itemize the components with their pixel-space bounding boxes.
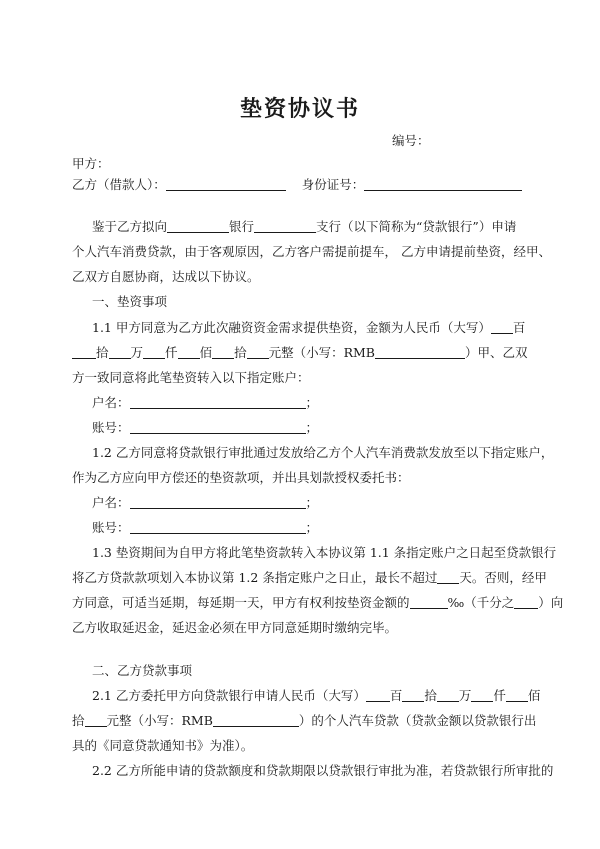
amount-blank <box>491 321 513 334</box>
clause-1-2-line-2: 作为乙方应向甲方偿还的垫资款项，并出具划款授权委托书： <box>72 470 410 485</box>
clause-text: ）的个人汽车贷款（贷款金额以贷款银行出 <box>298 713 537 728</box>
account-name-label: 户名： <box>92 495 130 510</box>
rate-blank <box>410 596 448 609</box>
account-number-label: 账号： <box>92 520 130 535</box>
clause-1-3-line-1: 1.3 垫资期间为自甲方将此笔垫资款转入本协议第 1.1 条指定账户之日起至贷款银行 <box>92 545 557 560</box>
amount-blank <box>85 714 107 727</box>
contract-number-label: 编号： <box>392 133 430 148</box>
amount-blank <box>402 689 424 702</box>
intro-line-2: 个人汽车消费贷款，由于客观原因，乙方客户需提前提车， 乙方申请提前垫资，经甲、 <box>72 244 551 259</box>
semicolon: ； <box>305 420 319 435</box>
clause-text: ）甲、乙双 <box>464 345 528 360</box>
intro-line-1 <box>92 220 516 234</box>
clause-text: 拾 <box>424 688 437 703</box>
account-name-blank <box>130 496 306 509</box>
id-number-label: 身份证号： <box>301 177 365 192</box>
clause-text: ‰（千分之 <box>447 595 515 610</box>
clause-text: 方同意，可适当延期，每延期一天，甲方有权利按垫资金额的 <box>72 595 410 610</box>
clause-text: 将乙方贷款款项划入本协议第 1.2 条指定账户之日止，最长不超过 <box>72 570 438 585</box>
clause-text: 百 <box>389 688 403 703</box>
clause-text: 拾 <box>96 345 109 360</box>
clause-1-1-line-2 <box>72 346 528 360</box>
clause-text: 1.1 甲方同意为乙方此次融资资金需求提供垫资，金额为人民币（大写） <box>92 320 491 335</box>
clause-text: 元整（小写：RMB <box>268 345 375 360</box>
clause-2-2-line-1: 2.2 乙方所能申请的贷款额度和贷款期限以贷款银行审批为准，若贷款银行所审批的 <box>92 763 554 778</box>
amount-blank <box>212 346 234 359</box>
intro-text: 支行（以下简称为“贷款银行”）申请 <box>316 219 517 234</box>
semicolon: ； <box>305 520 319 535</box>
amount-blank <box>437 689 459 702</box>
clause-text: 仟 <box>493 688 506 703</box>
clause-2-1-line-3: 具的《同意贷款通知书》为准）。 <box>72 738 254 753</box>
account-number-label: 账号： <box>92 420 130 435</box>
clause-1-1-line-3: 方一致同意将此笔垫资转入以下指定账户： <box>72 370 310 385</box>
party-b-line <box>72 178 522 192</box>
section-2-heading: 二、乙方贷款事项 <box>92 663 193 678</box>
clause-text: 仟 <box>165 345 178 360</box>
document-title: 垫资协议书 <box>239 96 360 122</box>
amount-blank <box>72 346 96 359</box>
party-b-name-blank <box>166 178 286 191</box>
clause-2-1-line-2 <box>72 714 536 728</box>
party-a-label: 甲方： <box>72 156 110 171</box>
account-number-blank <box>130 421 306 434</box>
clause-text: 2.1 乙方委托甲方向贷款银行申请人民币（大写） <box>92 688 366 703</box>
account-name-row-2 <box>92 496 318 510</box>
clause-text: 万 <box>458 688 472 703</box>
clause-2-1-line-1 <box>92 689 540 703</box>
clause-1-3-line-2 <box>72 571 547 585</box>
clause-text: 元整（小写：RMB <box>106 713 213 728</box>
account-number-blank <box>130 521 306 534</box>
clause-1-2-line-1: 1.2 乙方同意将贷款银行审批通过发放给乙方个人汽车消费款发放至以下指定账户， <box>92 445 554 460</box>
clause-text: 佰 <box>199 345 213 360</box>
amount-blank <box>178 346 200 359</box>
clause-1-3-line-4: 乙方收取延迟金，延迟金必须在甲方同意延期时缴纳完毕。 <box>72 620 398 635</box>
clause-text: 天。否则，经甲 <box>459 570 547 585</box>
account-number-row-2 <box>92 521 318 535</box>
per-mille-blank <box>514 596 538 609</box>
amount-blank <box>109 346 131 359</box>
amount-blank <box>471 689 493 702</box>
rmb-amount-blank <box>213 714 299 727</box>
account-name-blank <box>130 396 306 409</box>
intro-text: 鉴于乙方拟向 <box>92 219 168 234</box>
account-name-label: 户名： <box>92 395 130 410</box>
bank-name-blank <box>167 220 229 233</box>
semicolon: ； <box>305 395 319 410</box>
clause-1-3-line-3 <box>72 596 563 610</box>
max-days-blank <box>437 571 459 584</box>
rmb-amount-blank <box>375 346 465 359</box>
amount-blank <box>366 689 390 702</box>
clause-text: 拾 <box>234 345 247 360</box>
clause-text: 拾 <box>72 713 85 728</box>
intro-text: 银行 <box>229 219 255 234</box>
section-1-heading: 一、垫资事项 <box>92 294 168 309</box>
clause-text: 百 <box>512 320 526 335</box>
amount-blank <box>506 689 528 702</box>
party-b-label: 乙方（借款人）： <box>72 177 166 192</box>
clause-1-1-line-1 <box>92 321 525 335</box>
intro-line-3: 乙双方自愿协商，达成以下协议。 <box>72 269 260 284</box>
id-number-blank <box>364 178 522 191</box>
branch-name-blank <box>254 220 316 233</box>
clause-text: ）向 <box>538 595 564 610</box>
amount-blank <box>143 346 165 359</box>
semicolon: ； <box>305 495 319 510</box>
clause-text: 佰 <box>527 688 541 703</box>
clause-text: 万 <box>130 345 144 360</box>
amount-blank <box>247 346 269 359</box>
account-number-row-1 <box>92 421 318 435</box>
account-name-row-1 <box>92 396 318 410</box>
